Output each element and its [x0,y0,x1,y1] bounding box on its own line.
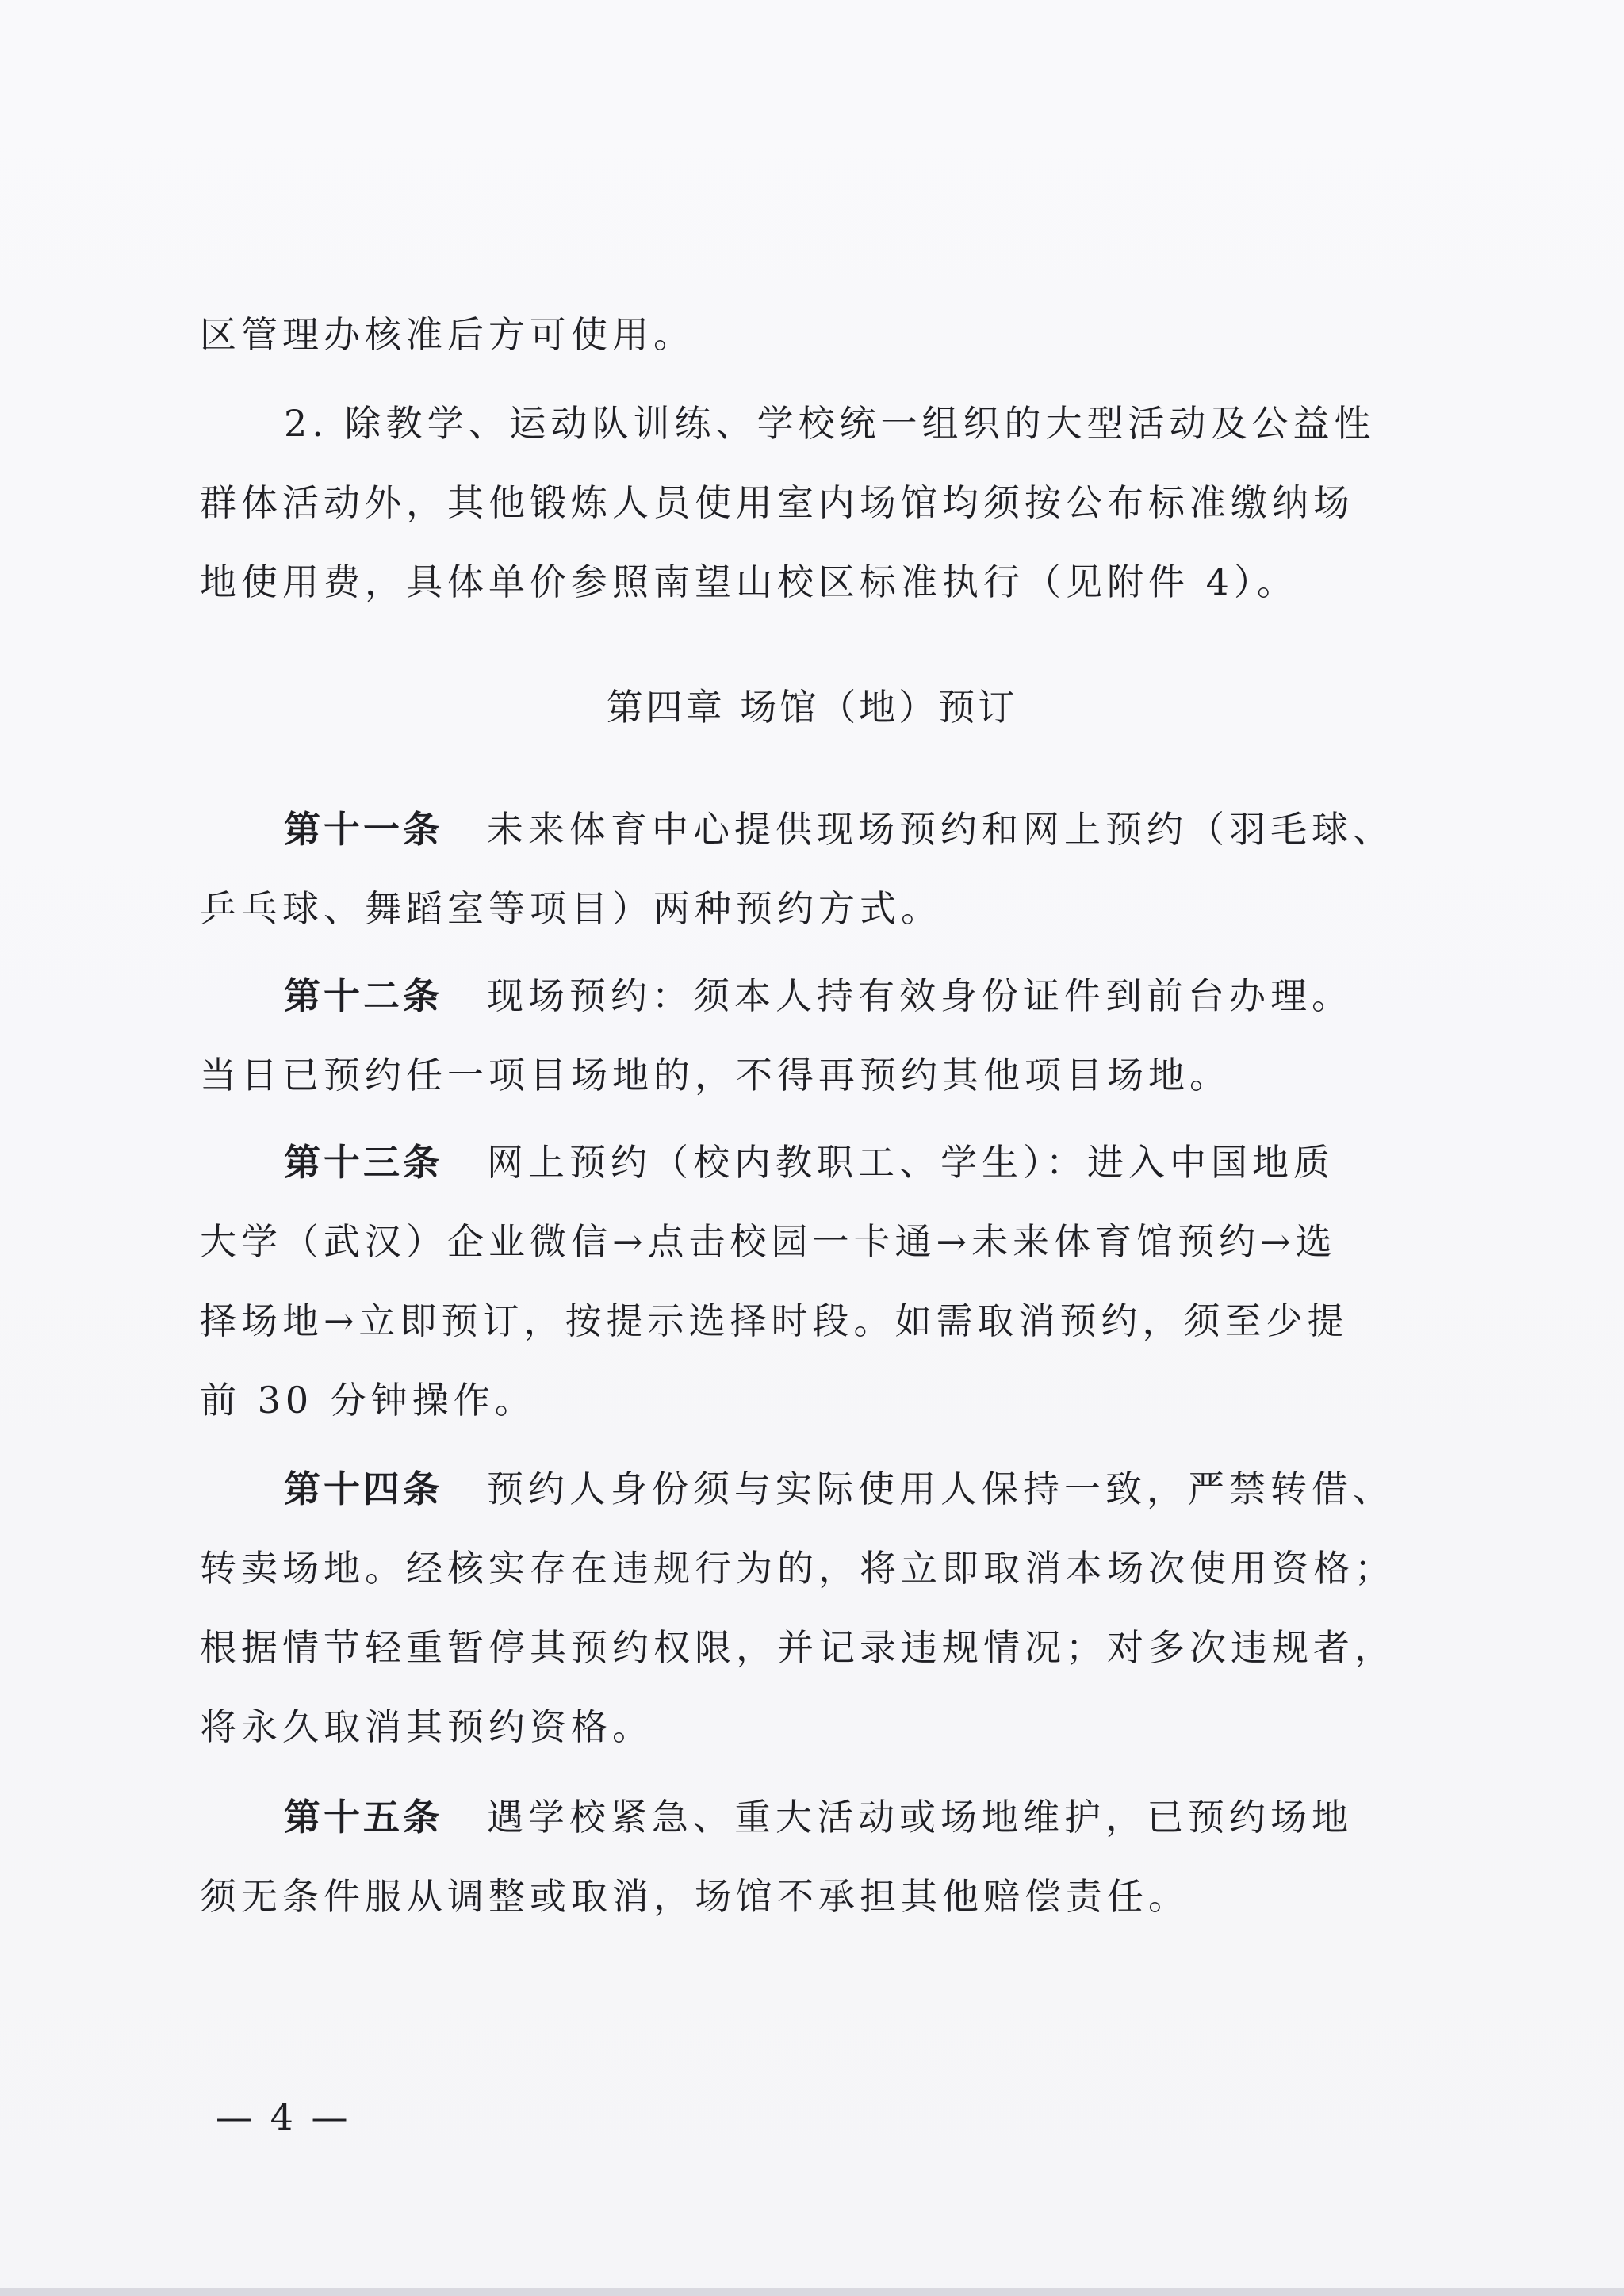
text-line: 须无条件服从调整或取消，场馆不承担其他赔偿责任。 [200,1875,1189,1918]
text-line: 转卖场地。经核实存在违规行为的，将立即取消本场次使用资格； [200,1547,1396,1590]
text-line: 将永久取消其预约资格。 [200,1705,653,1748]
article-text: 现场预约：须本人持有效身份证件到前台办理。 [487,974,1353,1017]
article-label: 第十一条 [284,808,442,851]
text-line: 区管理办核准后方可使用。 [200,313,695,356]
article-12-line-1 [0,972,1624,1020]
article-text: 未来体育中心提供现场预约和网上预约（羽毛球、 [487,808,1394,851]
article-14-line-1 [0,1465,1624,1513]
text-line: 乒乓球、舞蹈室等项目）两种预约方式。 [200,887,942,930]
text-line: 前 30 分钟操作。 [200,1379,536,1422]
article-13-line-1 [0,1138,1624,1186]
article-15-line-1 [0,1793,1624,1841]
article-text: 网上预约（校内教职工、学生）：进入中国地质 [487,1141,1335,1184]
text-line: 2. 除教学、运动队训练、学校统一组织的大型活动及公益性 [284,402,1376,445]
article-label: 第十五条 [284,1796,442,1839]
text-line: 择场地→立即预订，按提示选择时段。如需取消预约，须至少提 [200,1299,1349,1342]
article-label: 第十四条 [284,1468,442,1510]
article-label: 第十三条 [284,1141,442,1184]
article-label: 第十二条 [284,974,442,1017]
page-number: — 4 — [216,2095,351,2138]
text-line: 大学（武汉）企业微信→点击校园一卡通→未来体育馆预约→选 [200,1220,1337,1263]
page-edge [0,2288,1624,2296]
article-11-line-1 [0,806,1624,853]
chapter-heading: 第四章 场馆（地）预订 [606,686,1018,729]
text-line: 地使用费，具体单价参照南望山校区标准执行（见附件 4）。 [200,561,1298,603]
text-line: 当日已预约任一项目场地的，不得再预约其他项目场地。 [200,1054,1231,1096]
article-text: 预约人身份须与实际使用人保持一致，严禁转借、 [487,1468,1394,1510]
article-text: 遇学校紧急、重大活动或场地维护，已预约场地 [487,1796,1353,1839]
text-line: 群体活动外，其他锻炼人员使用室内场馆均须按公布标准缴纳场 [200,481,1354,524]
text-line: 根据情节轻重暂停其预约权限，并记录违规情况；对多次违规者， [200,1626,1396,1669]
